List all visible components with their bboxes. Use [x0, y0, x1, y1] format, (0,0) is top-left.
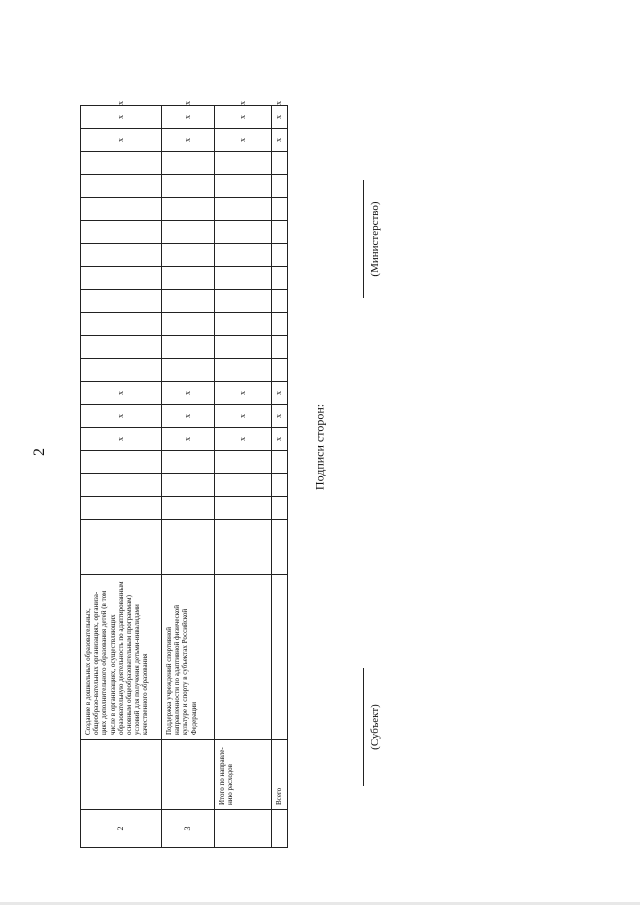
mark-cell	[162, 244, 215, 267]
row-description-cell	[272, 575, 288, 740]
mark-cell: х	[162, 405, 215, 428]
mark-cell: х	[215, 382, 272, 405]
row-description-cell: Создание в дошкольных образовательных, общеобразо-вательных организациях, организа-циях дополнительного образования детей (в том числе в организациях, осуществляющих образовательную деятельность по адаптированным основным общеобразовательным программам) условий для получения детьми-инвалидами качественного образования	[81, 575, 162, 740]
table-row: 2 Создание в дошкольных образовательных, общеобразо-вательных организациях, организа-циях дополнительного образования детей (в том числе в организациях, осуществляющих образовательную деятельность по адаптированным основным общеобразовательным программам) условий для получения детьми-инвалидами качественного образования х х х х х х	[81, 106, 162, 848]
mark-cell	[272, 336, 288, 359]
mark-cell	[215, 313, 272, 336]
mark-cell	[81, 497, 162, 520]
empty-cell	[215, 520, 272, 575]
mark-cell	[81, 267, 162, 290]
mark-cell	[215, 152, 272, 175]
mark-cell	[272, 267, 288, 290]
mark-cell	[162, 267, 215, 290]
mark-cell	[162, 198, 215, 221]
signature-line-ministry	[363, 180, 364, 298]
mark-cell	[81, 336, 162, 359]
mark-cell	[272, 290, 288, 313]
empty-cell	[81, 520, 162, 575]
mark-cell: х	[162, 106, 215, 129]
mark-cell	[81, 474, 162, 497]
table-row: 3 Поддержка учреждений спортивной направленности по адаптивной физической культуре и спорту в субъектах Российской Федерации х х х х х х	[162, 106, 215, 848]
mark-cell: х	[272, 106, 288, 129]
row-index-cell: 3	[162, 810, 215, 848]
mark-cell	[162, 497, 215, 520]
mark-cell	[162, 152, 215, 175]
empty-cell	[272, 520, 288, 575]
mark-cell	[81, 221, 162, 244]
mark-cell: х	[215, 129, 272, 152]
signature-caption-ministry: (Министерство)	[369, 201, 381, 277]
mark-cell	[162, 313, 215, 336]
mark-cell	[162, 474, 215, 497]
mark-cell	[272, 244, 288, 267]
mark-cell	[81, 359, 162, 382]
row-label-cell: Итого по направле-нию расходов	[215, 740, 272, 810]
mark-cell	[272, 497, 288, 520]
mark-cell: х	[272, 428, 288, 451]
mark-cell	[215, 359, 272, 382]
mark-cell	[81, 290, 162, 313]
mark-cell	[272, 474, 288, 497]
mark-cell	[215, 175, 272, 198]
row-description-cell: Поддержка учреждений спортивной направленности по адаптивной физической культуре и спорту в субъектах Российской Федерации	[162, 575, 215, 740]
mark-cell	[81, 244, 162, 267]
mark-cell: х	[81, 106, 162, 129]
mark-cell	[272, 198, 288, 221]
mark-cell	[215, 336, 272, 359]
signature-caption-subject: (Субъект)	[369, 704, 381, 750]
mark-cell	[215, 221, 272, 244]
mark-cell: х	[162, 382, 215, 405]
mark-cell	[162, 175, 215, 198]
mark-cell	[81, 451, 162, 474]
mark-cell	[215, 474, 272, 497]
mark-cell: х	[272, 382, 288, 405]
table-row: Всего х х х х х х	[272, 106, 288, 848]
row-label-cell	[162, 740, 215, 810]
row-label-cell: Всего	[272, 740, 288, 810]
mark-cell	[215, 267, 272, 290]
mark-cell: х	[81, 405, 162, 428]
mark-cell	[162, 290, 215, 313]
mark-cell: х	[272, 405, 288, 428]
mark-cell	[81, 198, 162, 221]
mark-cell: х	[215, 405, 272, 428]
mark-cell: х	[215, 428, 272, 451]
mark-cell	[81, 152, 162, 175]
mark-cell: х	[81, 428, 162, 451]
row-label-cell	[81, 740, 162, 810]
mark-cell	[81, 175, 162, 198]
mark-cell	[215, 497, 272, 520]
budget-table	[80, 101, 288, 848]
row-index-cell: 2	[81, 810, 162, 848]
mark-cell	[215, 198, 272, 221]
row-description-cell	[215, 575, 272, 740]
mark-cell	[162, 451, 215, 474]
mark-cell	[272, 221, 288, 244]
row-index-cell	[215, 810, 272, 848]
mark-cell: х	[162, 428, 215, 451]
mark-cell: х	[81, 382, 162, 405]
empty-cell	[162, 520, 215, 575]
mark-cell: х	[215, 106, 272, 129]
row-index-cell	[272, 810, 288, 848]
mark-cell	[272, 359, 288, 382]
table-row: Итого по направле-нию расходов х х х х х х	[215, 106, 272, 848]
rotated-table-container	[80, 101, 287, 848]
mark-cell	[272, 175, 288, 198]
mark-cell	[162, 221, 215, 244]
mark-cell	[272, 152, 288, 175]
signatures-heading: Подписи сторон:	[312, 403, 327, 491]
mark-cell: х	[162, 129, 215, 152]
mark-cell	[81, 313, 162, 336]
mark-cell	[215, 451, 272, 474]
mark-cell: х	[272, 129, 288, 152]
page-number: 2	[31, 448, 48, 456]
mark-cell: х	[81, 129, 162, 152]
mark-cell	[215, 244, 272, 267]
mark-cell	[215, 290, 272, 313]
mark-cell	[272, 313, 288, 336]
mark-cell	[272, 451, 288, 474]
mark-cell	[162, 359, 215, 382]
mark-cell	[162, 336, 215, 359]
signature-line-subject	[363, 668, 364, 786]
